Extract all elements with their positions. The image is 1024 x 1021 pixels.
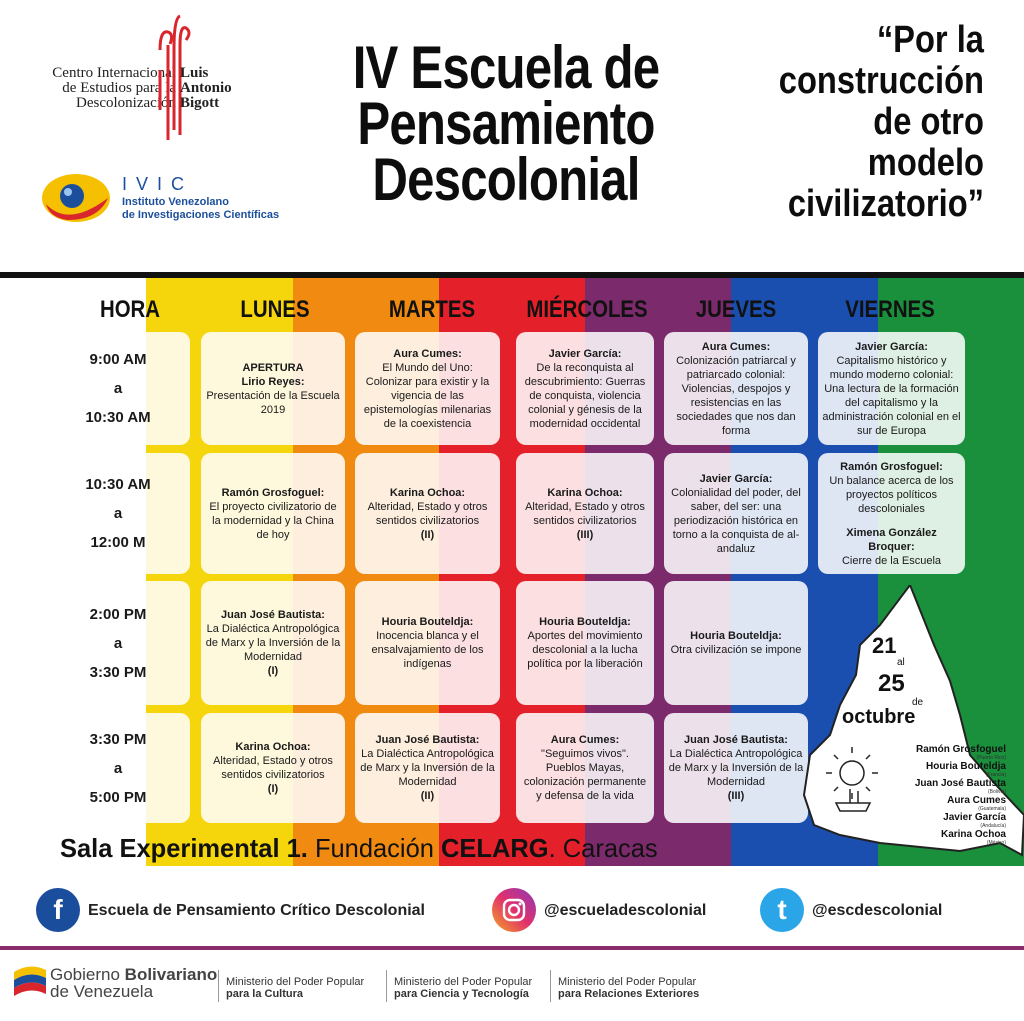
session-speaker: Juan José Bautista:: [221, 609, 325, 621]
session-speaker2: Ximena González Broquer:: [846, 526, 937, 553]
session-title: Un balance acerca de los proyectos políticos descoloniales: [829, 474, 954, 515]
event-title: [329, 34, 683, 213]
instagram-link[interactable]: @escueladescolonial: [544, 902, 707, 919]
facebook-glyph: f: [53, 894, 63, 925]
ministry-divider: [550, 970, 551, 1002]
session-cell: [664, 581, 808, 705]
header-jueves: JUEVES: [695, 296, 777, 323]
center-org-line: de Estudios para la: [62, 80, 176, 96]
title-line: Descolonial: [372, 146, 640, 213]
header: [0, 0, 1024, 272]
session-extra: Presentación de la Escuela 2019: [206, 389, 340, 416]
session-extra: (I): [267, 783, 279, 795]
map-speaker-name: Juan José Bautista: [914, 778, 1006, 789]
center-org-name-right: [180, 66, 232, 111]
twitter-icon[interactable]: [760, 888, 804, 932]
facebook-link[interactable]: Escuela de Pensamiento Crítico Descolonial: [88, 902, 425, 919]
session-cell: [355, 453, 500, 574]
event-quote: [740, 20, 984, 225]
session-speaker: APERTURA: [242, 361, 304, 374]
map-speaker-country: (Guatemala): [978, 806, 1006, 812]
session-speaker: Houria Bouteldja:: [539, 616, 631, 628]
session-title: El Mundo del Uno: Colonizar para existir y la vigencia de las epistemologías milenarias de la coexistencia: [363, 361, 492, 430]
session-title2: Cierre de la Escuela: [841, 554, 942, 567]
hour-cell: [46, 581, 190, 705]
quote-line: civilizatorio”: [787, 183, 984, 225]
session-title: "Seguimos vivos". Pueblos Mayas, colonización permanente y defensa de la vida: [523, 748, 647, 802]
map-speaker-name: Aura Cumes: [947, 795, 1006, 806]
speaker-list: [866, 744, 1006, 846]
session-title: Aportes del movimiento descolonial a la lucha política por la liberación: [527, 630, 643, 670]
session-speaker: Juan José Bautista:: [375, 734, 480, 746]
session-title: La Dialéctica Antropológica de Marx y la Inversión de la Modernidad: [205, 623, 341, 663]
social-bar: [0, 872, 1024, 950]
title-line: Pensamiento: [357, 90, 655, 157]
ministry-line: Ministerio del Poder Popular: [394, 976, 533, 988]
date-end: 25: [878, 670, 905, 697]
center-org-line: Antonio: [180, 80, 232, 96]
session-cell: [664, 713, 808, 823]
date-start: 21: [872, 633, 897, 658]
venue-part: . Caracas: [548, 833, 658, 863]
venue-part: CELARG: [441, 833, 549, 863]
session-cell: [664, 453, 808, 574]
gov-line: de Venezuela: [50, 982, 154, 1001]
ministry-line: para Ciencia y Tecnología: [394, 988, 529, 1000]
session-title: La Dialéctica Antropológica de Marx y la Inversión de la Modernidad: [360, 748, 495, 788]
venezuela-flag-icon: [12, 960, 48, 1000]
hour-cell: [46, 713, 190, 823]
session-speaker: Javier García:: [548, 347, 622, 360]
hour-line: a: [113, 759, 123, 777]
map-speaker-name: Karina Ochoa: [940, 829, 1006, 840]
session-cell: [516, 332, 654, 445]
map-speaker-country: (Francia): [985, 772, 1006, 778]
session-extra: (III): [727, 790, 745, 802]
session-cell: [516, 713, 654, 823]
instagram-icon[interactable]: [492, 888, 536, 932]
session-cell: [201, 713, 345, 823]
session-speaker: Javier García:: [699, 472, 773, 485]
title-line: IV Escuela de: [352, 34, 660, 101]
session-speaker: Houria Bouteldja:: [690, 630, 782, 642]
session-title: Colonización patriarcal y patriarcado colonial: Violencias, despojos y resistencias en las sociedades que nos dan forma: [676, 354, 796, 437]
ministry-line: Ministerio del Poder Popular: [226, 976, 365, 988]
map-speaker-country: (Puerto Rico): [976, 755, 1006, 761]
hour-line: 9:00 AM: [89, 351, 147, 368]
session-title: Alteridad, Estado y otros sentidos civilizatorios: [367, 500, 488, 527]
center-org-line: Bigott: [180, 95, 220, 111]
facebook-icon[interactable]: [36, 888, 80, 932]
session-speaker: Ramón Grosfoguel:: [840, 460, 943, 473]
session-title: Lirio Reyes:: [241, 375, 305, 388]
session-title: Colonialidad del poder, del saber, del ser: una periodización histórica en torno a la conquista de al-andaluz: [671, 486, 801, 555]
hour-line: 10:30 AM: [85, 476, 151, 493]
session-title: Alteridad, Estado y otros sentidos civilizatorios: [213, 755, 333, 781]
session-extra: (II): [420, 528, 435, 541]
session-speaker: Karina Ochoa:: [547, 486, 623, 499]
session-cell: [818, 453, 965, 574]
venue-part: Sala: [60, 833, 120, 863]
map-speaker-name: Javier García: [943, 812, 1006, 823]
hour-cell: [46, 332, 190, 445]
ivic-acronym: IVIC: [122, 174, 194, 194]
hour-line: 10:30 AM: [85, 409, 151, 426]
session-speaker: Houria Bouteldja:: [381, 616, 474, 628]
session-speaker: Javier García:: [855, 340, 928, 353]
session-title: Otra civilización se impone: [670, 644, 802, 656]
hour-line: 12:00 M: [90, 534, 146, 551]
session-speaker: Aura Cumes:: [393, 347, 462, 360]
session-speaker: Aura Cumes:: [550, 734, 620, 746]
venue-part: Experimental 1.: [119, 833, 315, 863]
ministry-name: [394, 976, 532, 1000]
quote-line: “Por la: [876, 19, 984, 61]
header-hora: HORA: [99, 296, 161, 323]
session-cell: [516, 453, 654, 574]
gov-line: [50, 966, 217, 983]
gov-part: Bolivariano: [124, 965, 218, 984]
date-connector: al: [897, 657, 905, 668]
center-org-line: Luis: [180, 65, 209, 81]
map-speaker-country: (Bolivia): [987, 789, 1006, 795]
session-cell: [201, 581, 345, 705]
venue-part: Fundación: [314, 833, 442, 863]
footer-divider: [0, 946, 1024, 950]
center-org-line: Descolonización: [76, 95, 176, 111]
header-martes: MARTES: [388, 296, 476, 323]
session-extra: (I): [267, 665, 279, 677]
quote-line: modelo: [867, 142, 984, 184]
center-org-line: Centro Internacional: [52, 65, 176, 81]
session-cell: [664, 332, 808, 445]
ivic-name: [122, 196, 279, 222]
session-title: Capitalismo histórico y mundo moderno colonial: Una lectura de la formación del capitalismo y la administración colonial en el sur de Europa: [822, 354, 961, 437]
session-speaker: Karina Ochoa:: [389, 486, 466, 499]
hour-line: 2:00 PM: [89, 605, 147, 623]
session-title: Alteridad, Estado y otros sentidos civilizatorios: [525, 500, 645, 527]
hour-line: 3:30 PM: [89, 663, 147, 681]
session-title: De la reconquista al descubrimiento: Guerras de conquista, violencia colonial y génesis de la modernidad occidental: [524, 361, 646, 430]
session-title: El proyecto civilizatorio de la modernidad y la China de hoy: [209, 500, 337, 541]
session-title: La Dialéctica Antropológica de Marx y la Inversión de la Modernidad: [668, 748, 804, 788]
gov-name: [50, 966, 217, 1000]
session-cell: [201, 332, 345, 445]
hour-line: a: [113, 505, 123, 522]
date-of: de: [912, 697, 924, 708]
session-speaker: Juan José Bautista:: [684, 734, 788, 746]
quote-line: construcción: [778, 60, 984, 102]
session-cell: [355, 713, 500, 823]
ministry-name: [558, 976, 699, 1000]
session-speaker: Aura Cumes:: [701, 340, 771, 353]
date-month: octubre: [842, 706, 916, 728]
session-cell: [201, 453, 345, 574]
venue-line: [60, 833, 658, 864]
session-speaker: Ramón Grosfoguel:: [221, 486, 325, 499]
map-speaker-name: Houria Bouteldja: [925, 761, 1006, 772]
ministry-line: para Relaciones Exteriores: [558, 988, 700, 1000]
twitter-link[interactable]: @escdescolonial: [812, 902, 943, 919]
session-extra: (III): [576, 528, 594, 541]
map-speaker-country: (México): [986, 840, 1006, 846]
ministry-line: para la Cultura: [226, 988, 304, 1000]
session-speaker: Karina Ochoa:: [235, 741, 311, 753]
ivic-logo-icon: [38, 168, 114, 228]
session-cell: [818, 332, 965, 445]
hour-line: 3:30 PM: [89, 730, 147, 748]
session-cell: [516, 581, 654, 705]
ministry-name: [226, 976, 364, 1000]
twitter-glyph: t: [777, 894, 787, 925]
session-cell: [355, 581, 500, 705]
header-miercoles: MIÉRCOLES: [526, 296, 648, 323]
hour-line: 5:00 PM: [89, 788, 147, 806]
quote-line: de otro: [873, 101, 984, 143]
gov-part: Gobierno: [50, 965, 125, 984]
map-speaker-country: (Andalucía): [980, 823, 1006, 829]
hour-line: a: [113, 634, 123, 652]
header-lunes: LUNES: [240, 296, 310, 323]
ministry-line: Ministerio del Poder Popular: [558, 976, 697, 988]
hour-cell: [46, 453, 190, 574]
ivic-line: de Investigaciones Científicas: [122, 209, 280, 221]
ministry-divider: [218, 970, 219, 1002]
ministry-divider: [386, 970, 387, 1002]
session-cell: [355, 332, 500, 445]
session-extra: (II): [420, 790, 435, 802]
hour-line: a: [113, 380, 123, 397]
ivic-line: Instituto Venezolano: [122, 196, 229, 208]
map-speaker-name: Ramón Grosfoguel: [915, 744, 1006, 755]
session-title: Inocencia blanca y el ensalvajamiento de los indígenas: [371, 630, 484, 670]
header-viernes: VIERNES: [845, 296, 935, 323]
